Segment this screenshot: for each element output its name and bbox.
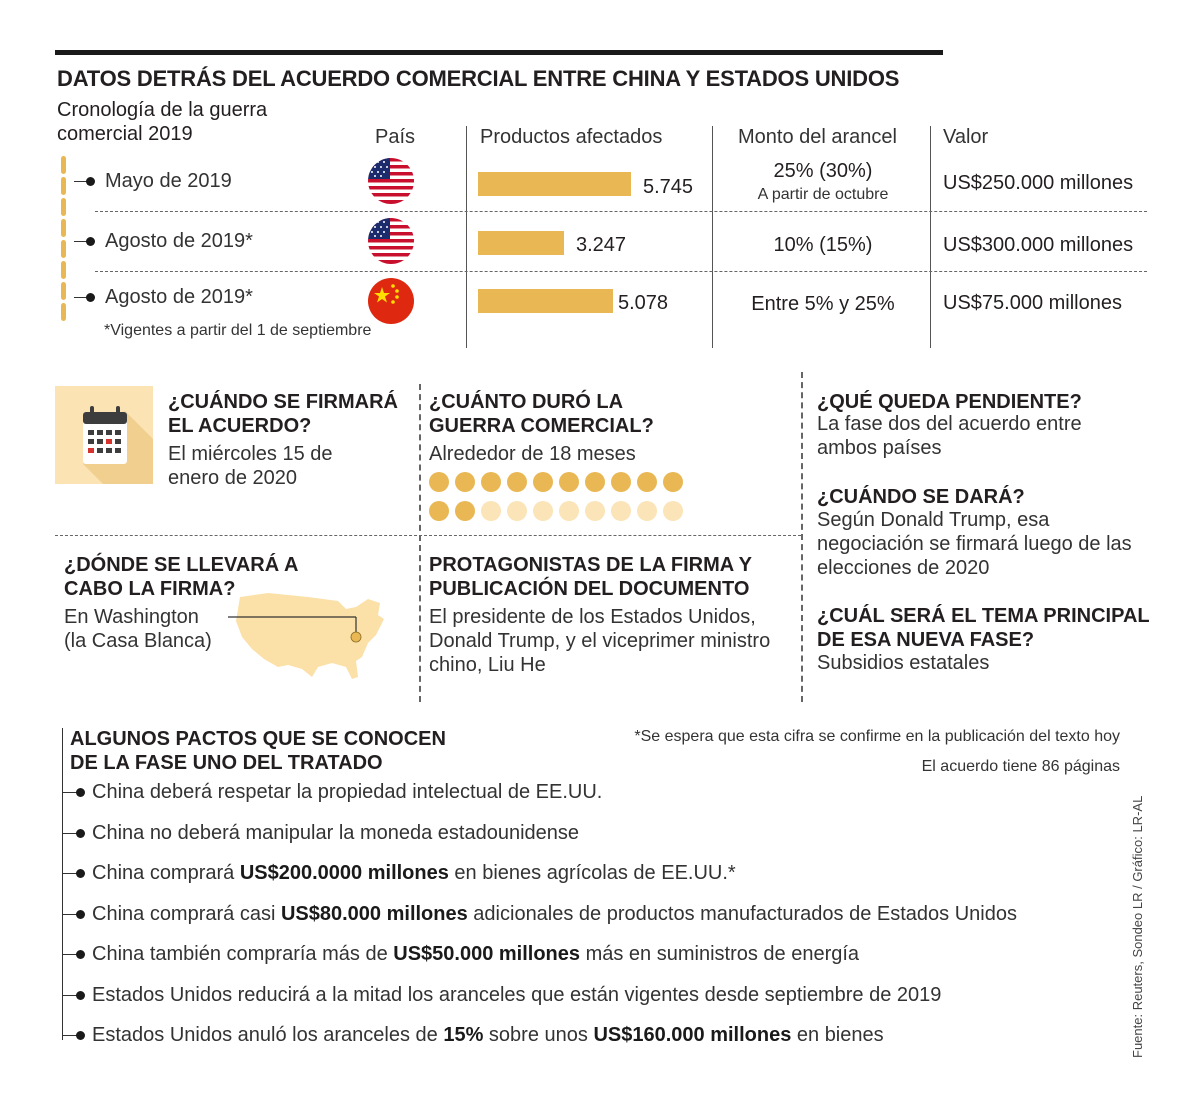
pact-highlight: US$200.0000 millones: [239, 862, 449, 884]
tariff-note: A partir de octubre: [757, 186, 889, 203]
column-header-country: País: [375, 126, 416, 148]
when-phase-two-answer: Según Donald Trump, esa negociación se firmará luego de las elecciones de 2020: [817, 509, 1132, 579]
month-remaining-dot: [611, 501, 631, 521]
products-value: 5.745: [643, 176, 694, 198]
products-value: 3.247: [576, 234, 627, 256]
month-remaining-dot: [507, 501, 527, 521]
page-subtitle: Cronología de la guerra comercial 2019: [57, 99, 268, 145]
pact-item: [92, 943, 859, 966]
pact-bullet: [76, 991, 85, 1000]
month-elapsed-dot: [559, 472, 579, 492]
month-remaining-dot: [585, 501, 605, 521]
month-remaining-dot: [481, 501, 501, 521]
column-divider: [466, 126, 467, 348]
when-signed-question: ¿CUÁNDO SE FIRMARÁ EL ACUERDO?: [168, 391, 398, 437]
month-elapsed-dot: [611, 472, 631, 492]
pact-item: [92, 1024, 884, 1047]
usa-flag-icon: [368, 218, 414, 264]
section-divider: [801, 372, 803, 702]
pact-text: China no deberá manipular la moneda estadounidense: [92, 822, 580, 844]
month-remaining-dot: [663, 501, 683, 521]
timeline-segment: [61, 156, 66, 174]
tariff-value: 25% (30%): [773, 160, 873, 182]
timeline-segment: [61, 198, 66, 216]
timeline-dot: [86, 177, 95, 186]
top-rule: [55, 50, 943, 55]
month-elapsed-dot: [637, 472, 657, 492]
calendar-icon: [55, 386, 153, 484]
products-value: 5.078: [618, 292, 669, 314]
protagonists-answer: El presidente de los Estados Unidos, Donald Trump, y el viceprimer ministro chino, Liu He: [429, 606, 771, 676]
timeline-segment: [61, 282, 66, 300]
month-remaining-dot: [637, 501, 657, 521]
pact-text: Estados Unidos anuló los aranceles de: [92, 1024, 444, 1046]
pacts-note-1: *Se espera que esta cifra se confirme en la publicación del texto hoy: [634, 728, 1120, 745]
pact-text: en bienes: [791, 1024, 884, 1046]
pact-bullet: [76, 788, 85, 797]
pact-item: [92, 781, 602, 804]
pending-answer: La fase dos del acuerdo entre ambos países: [817, 413, 1082, 459]
duration-answer: Alrededor de 18 meses: [429, 443, 636, 465]
month-elapsed-dot: [455, 472, 475, 492]
pact-bullet: [76, 1031, 85, 1040]
section-divider: [419, 384, 421, 702]
column-header-tariff: Monto del arancel: [738, 126, 897, 148]
value-amount: US$75.000 millones: [943, 292, 1122, 314]
china-flag-icon: [368, 278, 414, 324]
where-answer-line1: En Washington: [64, 606, 199, 628]
month-remaining-dot: [533, 501, 553, 521]
pending-question: ¿QUÉ QUEDA PENDIENTE?: [817, 391, 1082, 413]
pact-text: más en suministros de energía: [580, 943, 860, 965]
duration-question: ¿CUÁNTO DURÓ LA GUERRA COMERCIAL?: [429, 391, 654, 437]
pact-text: en bienes agrícolas de EE.UU.*: [448, 862, 736, 884]
main-topic-question: ¿CUÁL SERÁ EL TEMA PRINCIPAL DE ESA NUEVA FASE?: [817, 605, 1150, 651]
tariff-value: 10% (15%): [773, 234, 873, 256]
row-separator: [95, 271, 1147, 272]
column-header-products: Productos afectados: [480, 126, 663, 148]
month-remaining-dot: [559, 501, 579, 521]
row-date: Agosto de 2019*: [105, 230, 253, 252]
value-amount: US$300.000 millones: [943, 234, 1134, 256]
pacts-rail: [62, 728, 63, 1040]
section-divider: [55, 535, 801, 536]
table-footnote: *Vigentes a partir del 1 de septiembre: [104, 322, 372, 339]
month-elapsed-dot: [429, 472, 449, 492]
column-divider: [930, 126, 931, 348]
timeline-dot: [86, 293, 95, 302]
usa-map-icon: [228, 585, 398, 695]
row-date: Mayo de 2019: [105, 170, 232, 192]
pact-bullet: [76, 829, 85, 838]
month-elapsed-dot: [429, 501, 449, 521]
pact-highlight: US$160.000 millones: [593, 1024, 792, 1046]
pact-bullet: [76, 910, 85, 919]
source-credit: Fuente: Reuters, Sondeo LR / Gráfico: LR-AL: [1130, 795, 1145, 1058]
products-bar: [478, 231, 564, 255]
pact-bullet: [76, 950, 85, 959]
timeline-dot: [86, 237, 95, 246]
column-header-value: Valor: [943, 126, 989, 148]
pact-text: China deberá respetar la propiedad intelectual de EE.UU.: [92, 781, 603, 803]
pact-highlight: US$80.000 millones: [280, 903, 468, 925]
pact-item: [92, 822, 579, 845]
pact-text: sobre unos: [483, 1024, 594, 1046]
value-amount: US$250.000 millones: [943, 172, 1134, 194]
timeline-segment: [61, 240, 66, 258]
pact-text: Estados Unidos reducirá a la mitad los aranceles que están vigentes desde septiembre de 2019: [92, 984, 942, 1006]
when-phase-two-question: ¿CUÁNDO SE DARÁ?: [817, 486, 1025, 508]
products-bar: [478, 172, 631, 196]
pact-text: adicionales de productos manufacturados de Estados Unidos: [467, 903, 1017, 925]
protagonists-question: PROTAGONISTAS DE LA FIRMA Y PUBLICACIÓN DEL DOCUMENTO: [429, 554, 752, 600]
month-elapsed-dot: [481, 472, 501, 492]
where-question: ¿DÓNDE SE LLEVARÁ A CABO LA FIRMA?: [64, 554, 298, 600]
products-bar: [478, 289, 613, 313]
pacts-title: ALGUNOS PACTOS QUE SE CONOCEN DE LA FASE UNO DEL TRATADO: [70, 728, 446, 774]
pact-highlight: 15%: [443, 1024, 484, 1046]
pact-text: China comprará casi: [92, 903, 281, 925]
months-indicator: [429, 472, 699, 530]
pacts-note-2: El acuerdo tiene 86 páginas: [921, 758, 1120, 775]
when-signed-answer: El miércoles 15 de enero de 2020: [168, 443, 333, 489]
timeline-segment: [61, 261, 66, 279]
timeline-segment: [61, 303, 66, 321]
month-elapsed-dot: [455, 501, 475, 521]
pact-item: [92, 903, 1017, 926]
row-separator: [95, 211, 1147, 212]
timeline-segment: [61, 177, 66, 195]
timeline-segment: [61, 219, 66, 237]
pact-text: China comprará: [92, 862, 240, 884]
month-elapsed-dot: [507, 472, 527, 492]
month-elapsed-dot: [533, 472, 553, 492]
month-elapsed-dot: [663, 472, 683, 492]
column-divider: [712, 126, 713, 348]
pact-item: [92, 862, 736, 885]
pact-bullet: [76, 869, 85, 878]
page-title: DATOS DETRÁS DEL ACUERDO COMERCIAL ENTRE CHINA Y ESTADOS UNIDOS: [57, 66, 900, 91]
pact-highlight: US$50.000 millones: [393, 943, 581, 965]
month-elapsed-dot: [585, 472, 605, 492]
main-topic-answer: Subsidios estatales: [817, 652, 990, 674]
where-answer-line2: (la Casa Blanca): [64, 630, 212, 652]
pact-text: China también compraría más de: [92, 943, 394, 965]
row-date: Agosto de 2019*: [105, 286, 253, 308]
usa-flag-icon: [368, 158, 414, 204]
pact-item: [92, 984, 941, 1007]
tariff-value: Entre 5% y 25%: [751, 293, 895, 315]
